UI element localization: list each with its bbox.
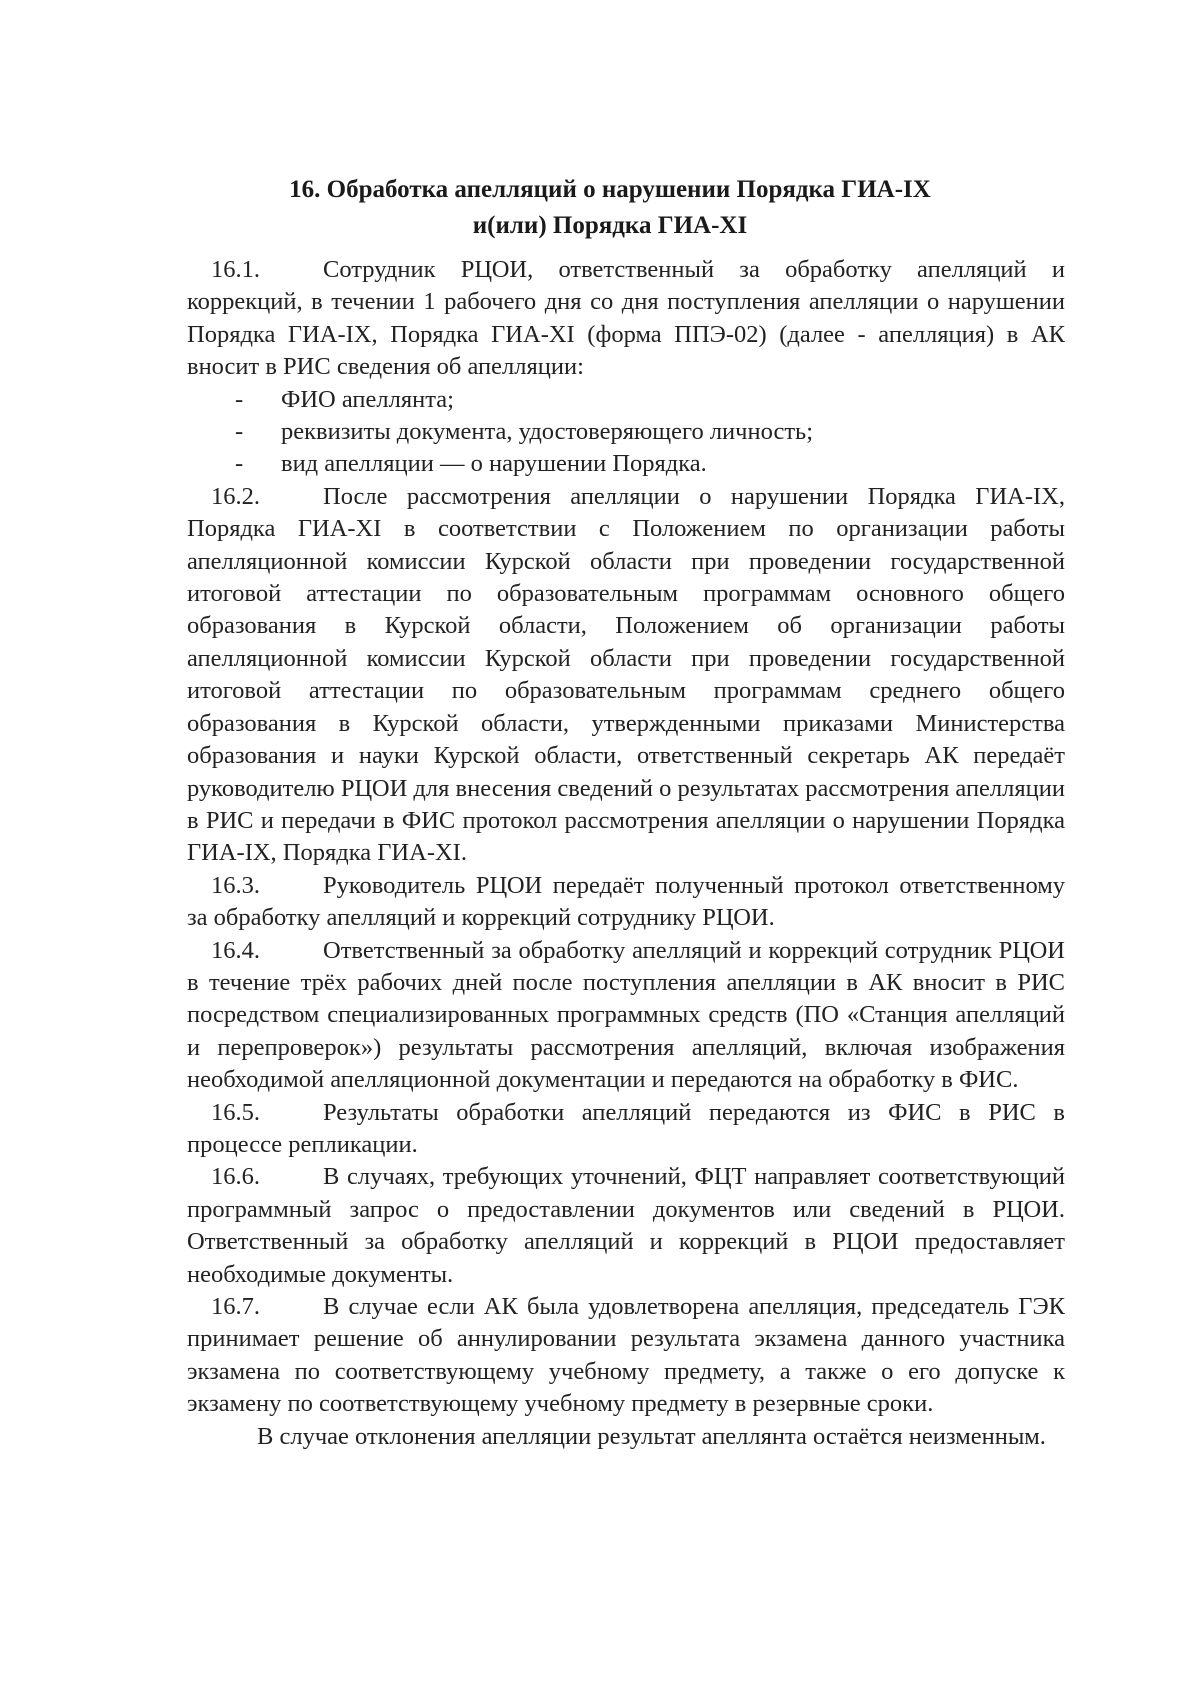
clause-text: Результаты обработки апелляций передаются из ФИС в РИС в процессе репликации. bbox=[187, 1098, 1065, 1158]
clause-16-5 bbox=[187, 1097, 1065, 1162]
list-item: - вид апелляции — о нарушении Порядка. bbox=[187, 448, 1065, 480]
clause-number: 16.1. bbox=[211, 256, 260, 283]
clause-text: Сотрудник РЦОИ, ответственный за обработку апелляций и коррекций, в течении 1 рабочего дня со дня поступления апелляции о нарушении Порядка ГИА-IX, Порядка ГИА-XI (форма ППЭ-02) (далее - апелляция) в АК вносит в РИС сведения об апелляции: bbox=[187, 256, 1065, 381]
section-title bbox=[160, 172, 1060, 244]
final-paragraph: В случае отклонения апелляции результат апеллянта остаётся неизменным. bbox=[257, 1422, 1046, 1450]
clause-16-6 bbox=[187, 1161, 1065, 1291]
dash-marker: - bbox=[235, 385, 244, 413]
clause-16-1 bbox=[187, 254, 1065, 384]
list-item: - ФИО апеллянта; bbox=[187, 384, 1065, 416]
clause-16-3 bbox=[187, 870, 1065, 935]
dash-marker: - bbox=[235, 418, 244, 446]
clause-text: Ответственный за обработку апелляций и коррекций сотрудник РЦОИ в течение трёх рабочих дней после поступления апелляции в АК вносит в РИС посредством специализированных программных средств (ПО «Станция апелляций и перепроверок») результаты рассмотрения апелляций, включая изображения необходимой апелляционной документации и передаются на обработку в ФИС. bbox=[187, 936, 1065, 1094]
clause-number: 16.4. bbox=[211, 936, 260, 964]
clause-number: 16.3. bbox=[211, 871, 260, 899]
clause-number: 16.5. bbox=[211, 1098, 260, 1126]
title-line-1: 16. Обработка апелляций о нарушении Порядка ГИА-IX bbox=[289, 176, 931, 203]
clause-number: 16.6. bbox=[211, 1163, 260, 1191]
list-item: - реквизиты документа, удостоверяющего личность; bbox=[187, 416, 1065, 448]
clause-16-2 bbox=[187, 481, 1065, 870]
clause-text: Руководитель РЦОИ передаёт полученный протокол ответственному за обработку апелляций и коррекций сотруднику РЦОИ. bbox=[187, 871, 1065, 932]
clause-16-4 bbox=[187, 935, 1065, 1097]
clause-text: В случае если АК была удовлетворена апелляция, председатель ГЭК принимает решение об аннулировании результата экзамена данного участника экзамена по соответствующему учебному предмету, а также о его допуске к экзамену по соответствующему учебному предмету в резервные сроки. bbox=[187, 1293, 1065, 1418]
clause-number: 16.7. bbox=[211, 1293, 260, 1320]
clause-text: В случаях, требующих уточнений, ФЦТ направляет соответствующий программный запрос о предоставлении документов или сведений в РЦОИ. Ответственный за обработку апелляций и коррекций в РЦОИ предоставляет необходимые документы. bbox=[187, 1163, 1065, 1288]
document-body bbox=[187, 254, 1065, 1453]
clause-number: 16.2. bbox=[211, 482, 260, 510]
dash-marker: - bbox=[235, 450, 244, 478]
clause-16-7 bbox=[187, 1291, 1065, 1421]
appeal-info-list bbox=[187, 384, 1065, 481]
clause-text: После рассмотрения апелляции о нарушении Порядка ГИА-IX, Порядка ГИА-XI в соответствии с Положением по организации работы апелляционной комиссии Курской области при проведении государственной итоговой аттестации по образовательным программам основного общего образования в Курской области, Положением об организации работы апелляционной комиссии Курской области при проведении государственной итоговой аттестации по образовательным программам среднего общего образования в Курской области, утвержденными приказами Министерства образования и науки Курской области, ответственный секретарь АК передаёт руководителю РЦОИ для внесения сведений о результатах рассмотрения апелляции в РИС и передачи в ФИС протокол рассмотрения апелляции о нарушении Порядка ГИА-IX, Порядка ГИА-XI. bbox=[187, 482, 1065, 867]
title-line-2: и(или) Порядка ГИА-XI bbox=[472, 212, 748, 239]
